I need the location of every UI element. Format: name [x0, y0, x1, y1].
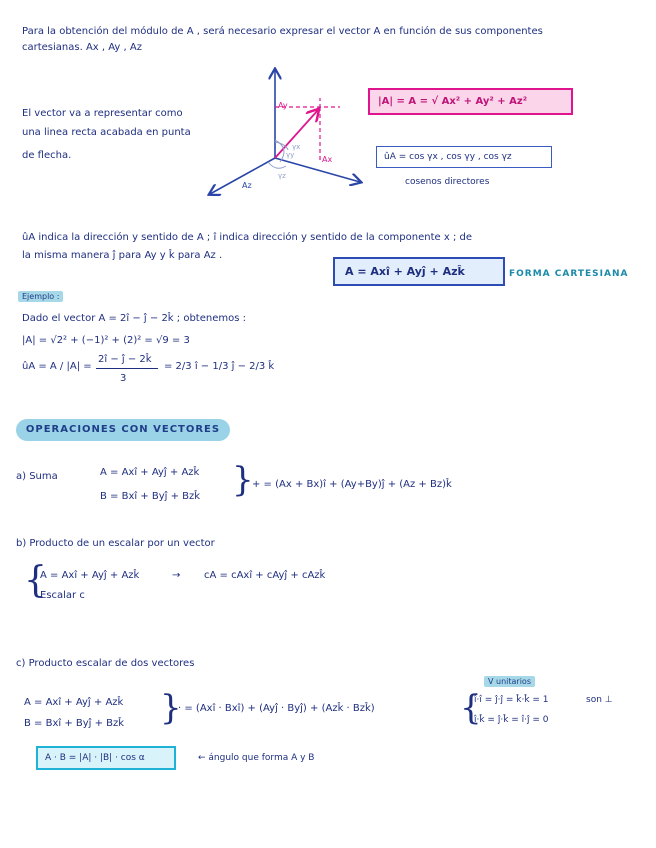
label-az: Az [242, 181, 252, 190]
example-unit-left: ûA = A / |A| = [22, 361, 92, 372]
intro-line-1: Para la obtención del módulo de A , será necesario expresar el vector A en función de sus componentes [22, 26, 543, 37]
suma-vector-b: B = Bxî + Byĵ + Bzk̂ [100, 491, 201, 502]
label-gamma-z: γz [278, 172, 286, 180]
dot-product-formula-box: A · B = |A| · |B| · cos α [36, 746, 176, 770]
escalar-vector-result: cA = cAxî + cAyĵ + cAzk̂ [204, 570, 326, 581]
example-unit-denominator: 3 [120, 373, 127, 384]
unitarios-line-2: î·k̂ = ĵ·k̂ = î·ĵ = 0 [474, 715, 549, 725]
label-gamma-y: γy [286, 151, 295, 159]
cartesian-form-box: A = Axî + Ayĵ + Azk̂ [333, 257, 505, 286]
cosenos-label: cosenos directores [405, 177, 490, 187]
escalar-vector-label: b) Producto de un escalar por un vector [16, 538, 215, 549]
unitarios-brace: { [460, 688, 482, 728]
example-tag: Ejemplo : [18, 291, 63, 302]
escalar-vector-a: A = Axî + Ayĵ + Azk̂ [40, 570, 140, 581]
escalar-vector-arrow: → [172, 570, 181, 581]
example-unit-numerator: 2î − ĵ − 2k̂ [98, 354, 152, 365]
label-ay: Ay [278, 101, 288, 110]
cartesian-form-label: FORMA CARTESIANA [509, 269, 629, 279]
producto-vector-b: B = Bxî + Byĵ + Bzk̂ [24, 718, 125, 729]
vector-desc-line-3: de flecha. [22, 150, 72, 161]
example-line-1: Dado el vector A = 2î − ĵ − 2k̂ ; obtenemos : [22, 313, 246, 324]
producto-escalar-label: c) Producto escalar de dos vectores [16, 658, 195, 669]
suma-label: a) Suma [16, 471, 58, 482]
unitarios-line-1: î·î = ĵ·ĵ = k̂·k̂ = 1 [474, 695, 549, 705]
label-ax: Ax [322, 155, 333, 164]
escalar-vector-brace: { [24, 560, 47, 601]
suma-vector-a: A = Axî + Ayĵ + Azk̂ [100, 467, 200, 478]
direction-line-1: ûA indica la dirección y sentido de A ; î indica dirección y sentido de la componente x ; de [22, 232, 472, 243]
label-gamma-x: γx [292, 143, 301, 151]
unitarios-note: son ⊥ [586, 695, 613, 705]
intro-line-2: cartesianas. Ax , Ay , Az [22, 42, 142, 53]
escalar-c: Escalar c [40, 590, 85, 601]
vector-3d-diagram [200, 62, 370, 202]
suma-result: + = (Ax + Bx)î + (Ay+By)ĵ + (Az + Bz)k̂ [252, 479, 452, 490]
vector-desc-line-1: El vector va a representar como [22, 108, 183, 119]
x-axis [275, 158, 360, 182]
producto-vector-a: A = Axî + Ayĵ + Azk̂ [24, 697, 124, 708]
example-unit-right: = 2/3 î − 1/3 ĵ − 2/3 k̂ [164, 361, 275, 372]
example-line-2: |A| = √2² + (−1)² + (2)² = √9 = 3 [22, 335, 190, 346]
producto-result: · = (Axî · Bxî) + (Ayĵ · Byĵ) + (Azk̂ · Bzk̂) [178, 703, 375, 714]
direction-line-2: la misma manera ĵ para Ay y k̂ para Az . [22, 250, 223, 261]
operations-title: OPERACIONES CON VECTORES [16, 419, 230, 441]
producto-brace: } [160, 688, 182, 728]
vector-desc-line-2: una linea recta acabada en punta [22, 127, 191, 138]
unit-vector-box: ûA = cos γx , cos γy , cos γz [376, 146, 552, 168]
fraction-bar [96, 368, 158, 369]
unitarios-tag: V unitarios [484, 676, 535, 687]
modulus-box: |A| = A = √ Ax² + Ay² + Az² [368, 88, 573, 115]
suma-brace: } [232, 460, 254, 500]
angle-note: ← ángulo que forma A y B [198, 753, 315, 763]
